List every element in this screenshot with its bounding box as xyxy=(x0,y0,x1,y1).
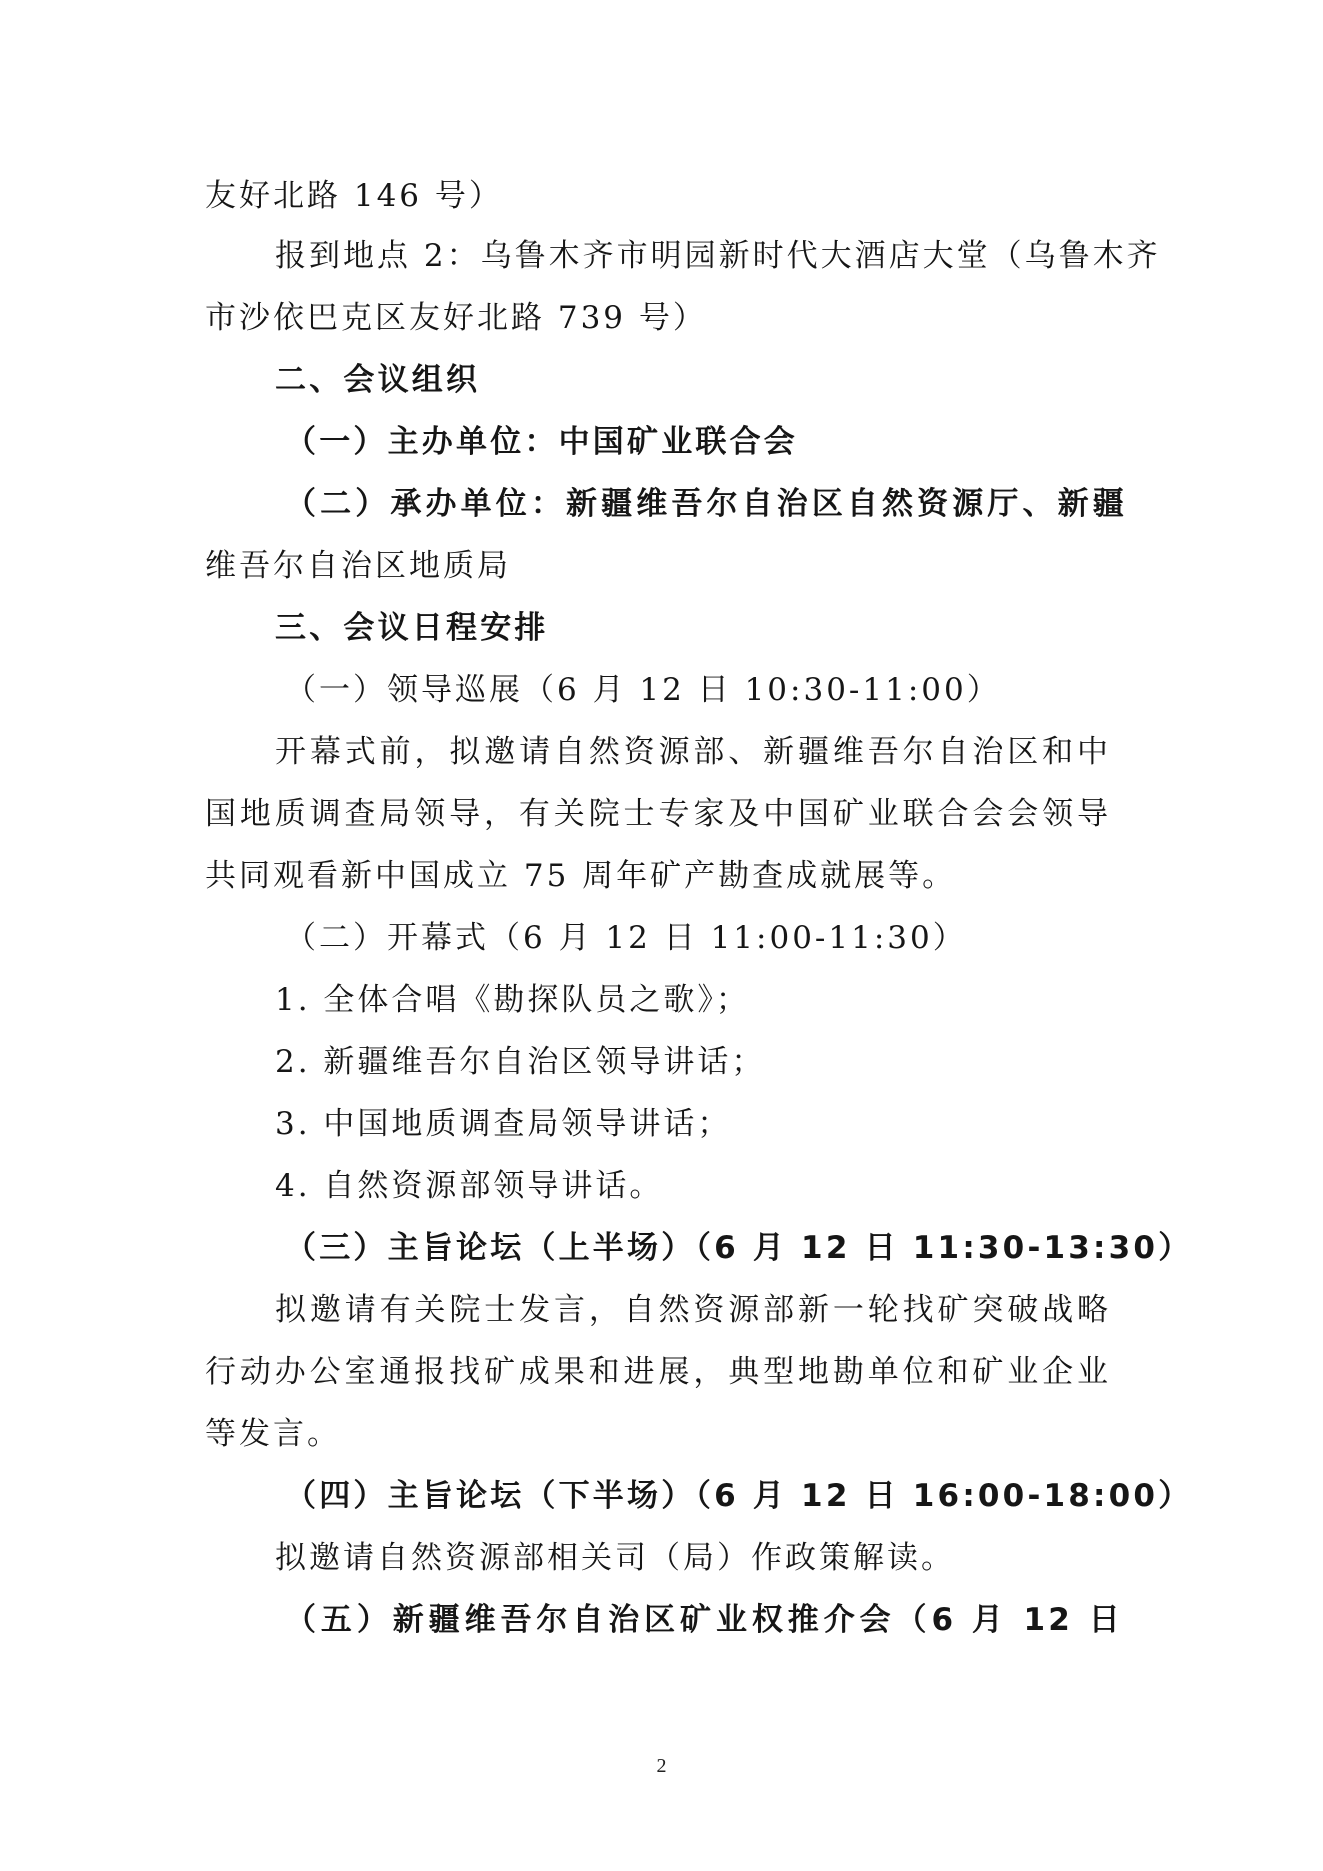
paragraph-line: 友好北路 146 号） xyxy=(205,178,503,214)
paragraph-line: 报到地点 2：乌鲁木齐市明园新时代大酒店大堂（乌鲁木齐 xyxy=(275,238,1161,274)
subsection-line: （五）新疆维吾尔自治区矿业权推介会（6 月 12 日 xyxy=(285,1602,1123,1638)
subsection-line: （三）主旨论坛（上半场）（6 月 12 日 11:30-13:30） xyxy=(285,1230,1193,1266)
paragraph-line: 行动办公室通报找矿成果和进展，典型地勘单位和矿业企业 xyxy=(205,1354,1111,1390)
section-heading: 二、会议组织 xyxy=(275,362,481,398)
paragraph-line: 拟邀请有关院士发言，自然资源部新一轮找矿突破战略 xyxy=(275,1292,1111,1328)
paragraph-line: 开幕式前，拟邀请自然资源部、新疆维吾尔自治区和中 xyxy=(275,734,1111,770)
list-item: 1. 全体合唱《勘探队员之歌》； xyxy=(275,982,750,1018)
section-heading: 三、会议日程安排 xyxy=(275,610,549,646)
paragraph-line: 国地质调查局领导，有关院士专家及中国矿业联合会会领导 xyxy=(205,796,1111,832)
list-item: 3. 中国地质调查局领导讲话； xyxy=(275,1106,732,1142)
page-number: 2 xyxy=(656,1755,667,1777)
subsection-line: （四）主旨论坛（下半场）（6 月 12 日 16:00-18:00） xyxy=(285,1478,1193,1514)
subsection-line: （一）领导巡展（6 月 12 日 10:30-11:00） xyxy=(285,672,1001,708)
paragraph-line: 拟邀请自然资源部相关司（局）作政策解读。 xyxy=(275,1540,955,1576)
subsection-line: （一）主办单位：中国矿业联合会 xyxy=(285,424,798,460)
paragraph-line: 等发言。 xyxy=(205,1416,341,1452)
subsection-line: （二）开幕式（6 月 12 日 11:00-11:30） xyxy=(285,920,967,956)
subsection-line: （二）承办单位：新疆维吾尔自治区自然资源厅、新疆 xyxy=(285,486,1127,522)
list-item: 2. 新疆维吾尔自治区领导讲话； xyxy=(275,1044,766,1080)
paragraph-line: 共同观看新中国成立 75 周年矿产勘查成就展等。 xyxy=(205,858,957,894)
paragraph-line: 市沙依巴克区友好北路 739 号） xyxy=(205,300,707,336)
paragraph-line: 维吾尔自治区地质局 xyxy=(205,548,511,584)
list-item: 4. 自然资源部领导讲话。 xyxy=(275,1168,664,1204)
